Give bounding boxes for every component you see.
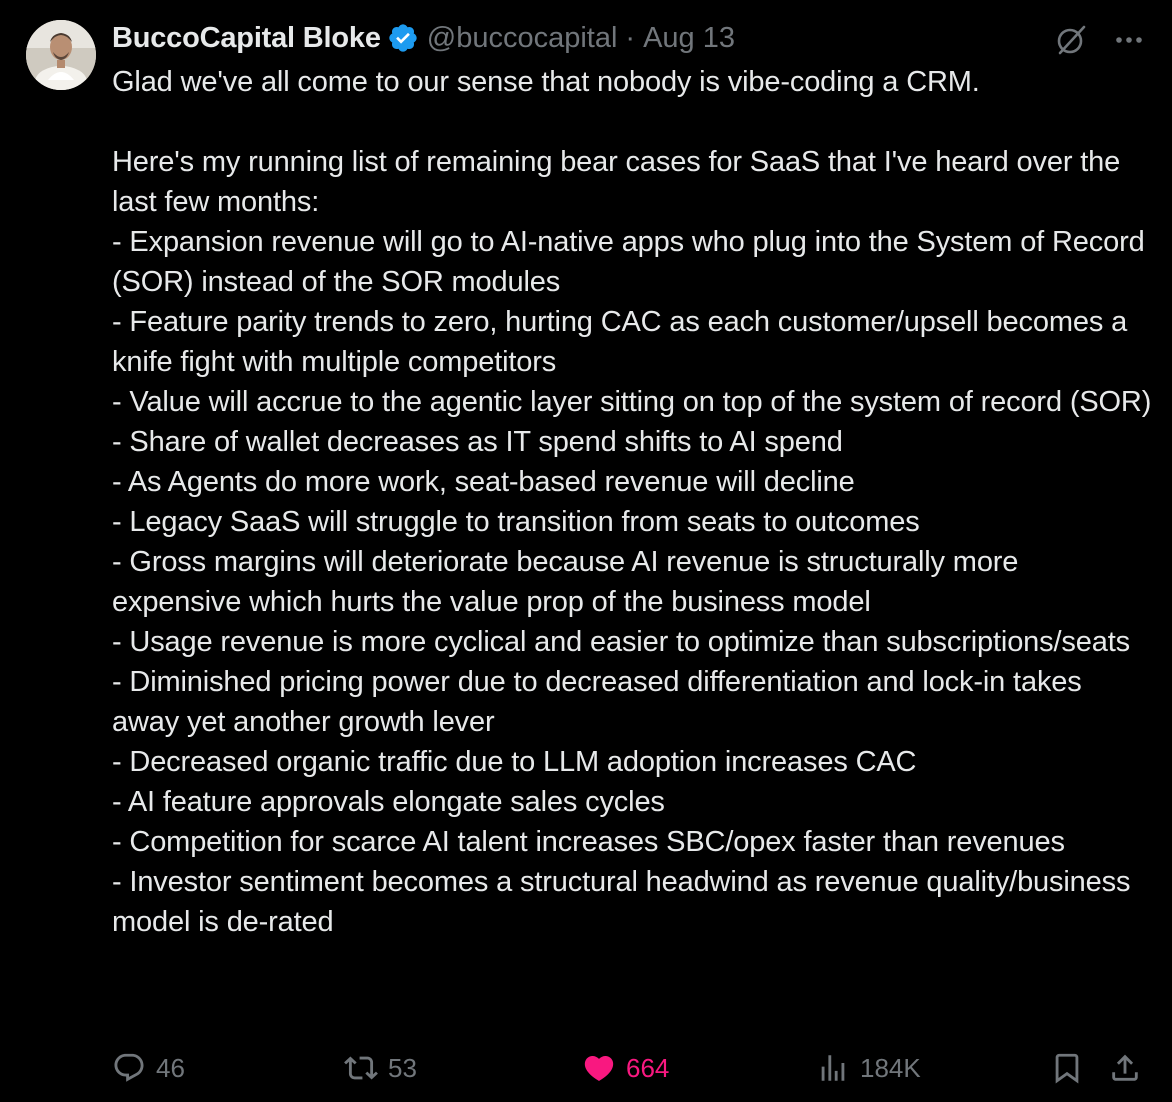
avatar[interactable] (26, 20, 96, 90)
action-bar (112, 1046, 1146, 1090)
heart-icon (582, 1051, 616, 1085)
verified-badge-icon (387, 22, 419, 54)
separator: · (625, 21, 636, 54)
header-actions (1054, 20, 1144, 60)
tweet-line: - Expansion revenue will go to AI-native apps who plug into the System of Record (SOR) instead of the SOR modules (112, 226, 1145, 298)
tweet-line: - Value will accrue to the agentic layer sitting on top of the system of record (SOR) (112, 386, 1152, 418)
repost-icon (344, 1051, 378, 1085)
reply-count: 46 (156, 1052, 185, 1083)
share-button[interactable] (1108, 1046, 1142, 1090)
views-icon (816, 1051, 850, 1085)
tweet-line: - Decreased organic traffic due to LLM adoption increases CAC (112, 746, 917, 778)
tweet-line: Glad we've all come to our sense that nobody is vibe-coding a CRM. (112, 66, 980, 98)
tweet-line: - AI feature approvals elongate sales cycles (112, 786, 665, 818)
bookmark-button[interactable] (1050, 1046, 1084, 1090)
timestamp[interactable]: Aug 13 (643, 21, 735, 54)
tweet-text (112, 62, 1152, 942)
bookmark-icon (1050, 1051, 1084, 1085)
tweet-line: - Diminished pricing power due to decreased differentiation and lock-in takes away yet another growth lever (112, 666, 1082, 738)
tweet-line: - Gross margins will deteriorate because AI revenue is structurally more expensive which hurts the value prop of the business model (112, 546, 1019, 618)
tweet-line: - Share of wallet decreases as IT spend shifts to AI spend (112, 426, 843, 458)
reply-button[interactable] (112, 1046, 185, 1090)
share-icon (1108, 1051, 1142, 1085)
like-button[interactable] (582, 1046, 669, 1090)
tweet-line: - As Agents do more work, seat-based revenue will decline (112, 466, 855, 498)
tweet-line: - Usage revenue is more cyclical and easier to optimize than subscriptions/seats (112, 626, 1130, 658)
tweet-line: Here's my running list of remaining bear cases for SaaS that I've heard over the last few months: (112, 146, 1121, 218)
blank-line (112, 102, 1152, 142)
reply-icon (112, 1051, 146, 1085)
tweet-header (112, 18, 735, 58)
repost-button[interactable] (344, 1046, 417, 1090)
tweet-line: - Feature parity trends to zero, hurting CAC as each customer/upsell becomes a knife fight with multiple competitors (112, 306, 1128, 378)
grok-icon[interactable] (1054, 23, 1088, 57)
repost-count: 53 (388, 1052, 417, 1083)
views-count: 184K (860, 1052, 921, 1083)
more-icon[interactable] (1114, 25, 1144, 55)
avatar-photo (26, 20, 96, 90)
display-name[interactable]: BuccoCapital Bloke (112, 21, 381, 54)
like-count: 664 (626, 1052, 670, 1083)
tweet-line: - Investor sentiment becomes a structural headwind as revenue quality/business model is de-rated (112, 866, 1131, 938)
tweet-line: - Legacy SaaS will struggle to transition from seats to outcomes (112, 506, 920, 538)
tweet-line: - Competition for scarce AI talent increases SBC/opex faster than revenues (112, 826, 1065, 858)
views-button[interactable] (816, 1046, 921, 1090)
handle[interactable]: @buccocapital (426, 21, 618, 54)
